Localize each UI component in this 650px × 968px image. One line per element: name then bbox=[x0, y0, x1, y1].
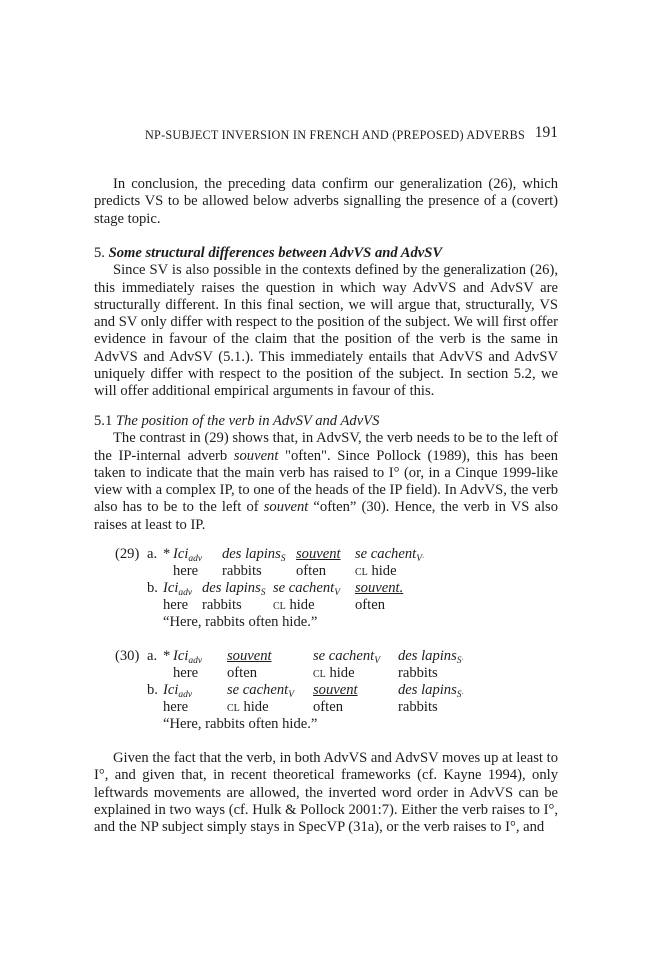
term-souvent: souvent bbox=[233, 447, 279, 464]
gloss-word: souvent bbox=[227, 648, 272, 664]
example-label: b. bbox=[147, 682, 158, 698]
section-title: Some structural differences between AdvVS and AdvSV bbox=[108, 245, 443, 261]
gloss-word: des lapins$_S$ bbox=[222, 546, 286, 564]
gloss-word: Ici$_{adv}$ bbox=[173, 546, 203, 564]
section-5 bbox=[94, 245, 558, 401]
paragraph-final bbox=[94, 750, 558, 836]
term-souvent: souvent bbox=[263, 499, 309, 516]
gloss-word: souvent bbox=[296, 546, 341, 562]
ungrammatical-star: * bbox=[163, 648, 171, 664]
gloss-word: souvent bbox=[313, 682, 358, 698]
gloss-line: here often cl hide rabbits bbox=[173, 665, 438, 681]
page-number: 191 bbox=[534, 124, 558, 141]
example-label: a. bbox=[147, 648, 158, 664]
gloss-line: here rabbits cl hide often bbox=[163, 597, 385, 613]
subsection-body: The contrast in (29) shows that, in AdvSV, the verb needs to be to the left of the IP-internal adverb souvent "often". Since Pollock (1989), this has been taken to indicate that the main verb has raised to I° (or, in a Cinque 1999-like view with a complex IP, to one of the heads of the IP field). In AdvVS, the verb also has to be to the left of souvent “often” (30). Hence, the verb in VS also raises at least to IP. bbox=[94, 430, 559, 533]
gloss-word: se cachent$_V$ bbox=[227, 682, 294, 700]
gloss-word: se cachent$_V$. bbox=[355, 546, 425, 564]
example-number: (30) bbox=[115, 648, 140, 664]
gloss-word: des lapins$_S$. bbox=[398, 682, 465, 700]
subsection-title: The position of the verb in AdvSV and AdvVS bbox=[115, 413, 380, 429]
gloss-word: Ici$_{adv}$ bbox=[163, 682, 193, 700]
gloss-word: Ici$_{adv}$ bbox=[163, 580, 193, 598]
running-header bbox=[94, 124, 558, 144]
section-heading bbox=[94, 245, 558, 262]
section-number: 5. bbox=[94, 245, 105, 261]
subsection-number: 5.1 bbox=[94, 413, 113, 429]
paragraph-text: In conclusion, the preceding data confirm our generalization (26), which predicts VS to be allowed below adverbs signalling the presence of a (covert) stage topic. bbox=[94, 176, 558, 227]
section-body: Since SV is also possible in the contexts defined by the generalization (26), this immediately raises the question in which way AdvVS and AdvSV are structurally different. In this final section, we will argue that, structurally, VS and SV only differ with respect to the position of the subject. We will first offer evidence in favour of the claim that the position of the verb is the same in AdvVS and AdvSV (5.1.). This immediately entails that AdvVS and AdvSV uniquely differ with respect to the position of the subject. In section 5.2, we will offer additional empirical arguments in favour of this. bbox=[94, 262, 558, 400]
paragraph-conclusion bbox=[94, 176, 558, 228]
example-line bbox=[0, 546, 650, 563]
section-5-1 bbox=[94, 413, 558, 534]
gloss-line: here cl hide often rabbits bbox=[163, 699, 438, 715]
example-line bbox=[0, 648, 650, 665]
gloss-line: here rabbits often cl hide bbox=[173, 563, 397, 579]
example-number: (29) bbox=[115, 546, 140, 562]
translation-line: “Here, rabbits often hide.” bbox=[163, 614, 318, 630]
gloss-word: se cachent$_V$ bbox=[273, 580, 340, 598]
subsection-heading bbox=[94, 413, 558, 430]
paragraph-text: Given the fact that the verb, in both AdvVS and AdvSV moves up at least to I°, and given that, in recent theoretical frameworks (cf. Kayne 1994), only leftwards movements are allowed, the inverted word order in AdvVS can be explained in two ways (cf. Hulk & Pollock 2001:7). Either the verb raises to I°, and the NP subject simply stays in SpecVP (31a), or the verb raises to I°, and bbox=[94, 750, 558, 836]
example-label: a. bbox=[147, 546, 158, 562]
gloss-word: se cachent$_V$ bbox=[313, 648, 380, 666]
translation-line: “Here, rabbits often hide.” bbox=[163, 716, 318, 732]
running-head: NP-SUBJECT INVERSION IN FRENCH AND (PREPOSED) ADVERBS bbox=[145, 128, 526, 142]
gloss-word: des lapins$_S$. bbox=[398, 648, 465, 666]
example-line bbox=[0, 682, 650, 699]
example-label: b. bbox=[147, 580, 158, 596]
example-line bbox=[0, 580, 650, 597]
gloss-word: souvent. bbox=[355, 580, 404, 596]
gloss-word: des lapins$_S$ bbox=[202, 580, 266, 598]
ungrammatical-star: * bbox=[163, 546, 171, 562]
gloss-word: Ici$_{adv}$ bbox=[173, 648, 203, 666]
